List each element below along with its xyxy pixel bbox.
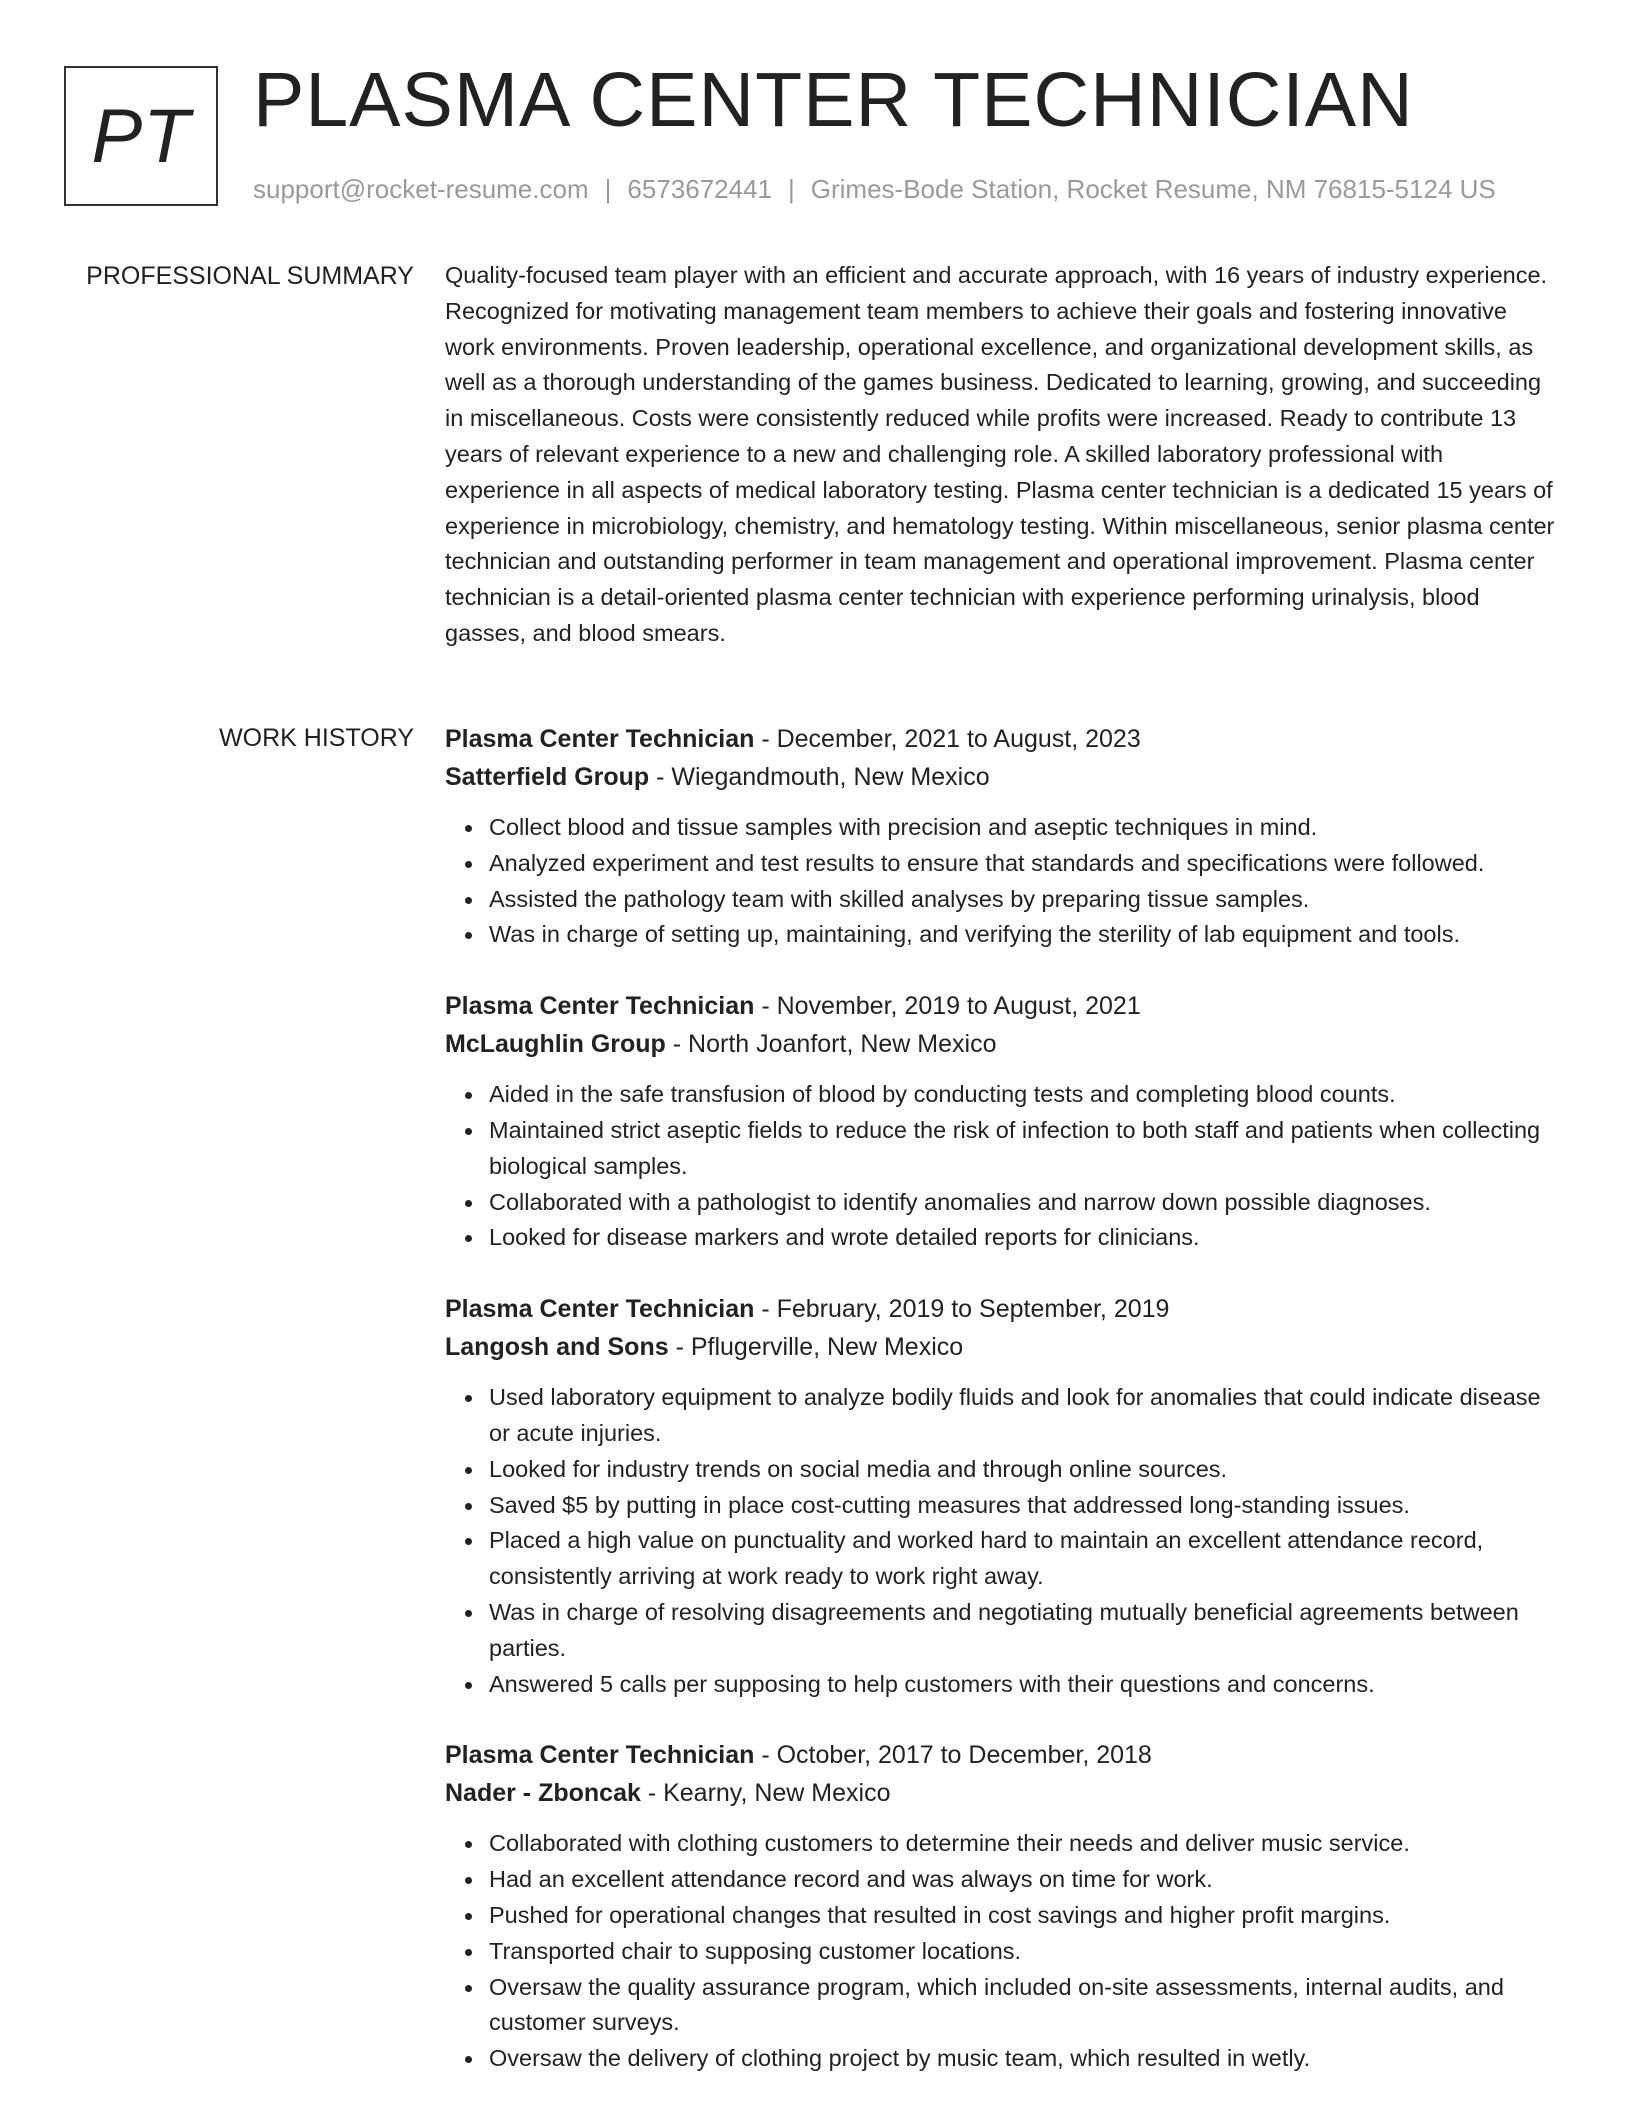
job-bullet: Transported chair to supposing customer locations. <box>489 1934 1563 1970</box>
job-title: Plasma Center Technician <box>445 1295 755 1324</box>
job-entry <box>445 720 1563 953</box>
summary-body <box>445 258 1563 652</box>
job-bullet: Had an excellent attendance record and was always on time for work. <box>489 1862 1563 1898</box>
job-title: Plasma Center Technician <box>445 992 755 1021</box>
job-bullets <box>445 1077 1563 1256</box>
job-company-line <box>445 1328 1563 1366</box>
job-bullets <box>445 1826 1563 2077</box>
contact-separator: | <box>604 174 612 204</box>
job-bullet: Pushed for operational changes that resulted in cost savings and higher profit margins. <box>489 1898 1563 1934</box>
job-location: - North Joanfort, New Mexico <box>665 1030 997 1059</box>
contact-phone[interactable]: 6573672441 <box>627 174 772 204</box>
job-company: McLaughlin Group <box>445 1030 666 1059</box>
job-bullet: Placed a high value on punctuality and worked hard to maintain an excellent attendance record, consistently arriving at work ready to work right away. <box>489 1523 1563 1595</box>
job-entry <box>445 987 1563 1256</box>
job-title: Plasma Center Technician <box>445 725 755 753</box>
job-dates: - February, 2019 to September, 2019 <box>754 1295 1170 1324</box>
job-title: Plasma Center Technician <box>445 1741 755 1770</box>
job-bullet: Answered 5 calls per supposing to help customers with their questions and concerns. <box>489 1667 1563 1703</box>
section-heading-summary: PROFESSIONAL SUMMARY <box>86 262 414 290</box>
job-title-line <box>445 1290 1563 1328</box>
job-bullet: Oversaw the quality assurance program, which included on-site assessments, internal audits, and customer surveys. <box>489 1970 1563 2042</box>
job-dates: - December, 2021 to August, 2023 <box>754 725 1141 753</box>
job-bullet: Saved $5 by putting in place cost-cutting measures that addressed long-standing issues. <box>489 1488 1563 1524</box>
job-bullet: Collaborated with clothing customers to determine their needs and deliver music service. <box>489 1826 1563 1862</box>
job-entry <box>445 1736 1563 2077</box>
job-company: Nader - Zboncak <box>445 1779 641 1808</box>
job-title-line <box>445 1736 1563 1774</box>
job-company-line <box>445 758 1563 796</box>
job-bullet: Aided in the safe transfusion of blood by conducting tests and completing blood counts. <box>489 1077 1563 1113</box>
job-bullet: Analyzed experiment and test results to ensure that standards and specifications were followed. <box>489 846 1563 882</box>
job-title-line <box>445 720 1563 758</box>
monogram-logo: PT <box>64 66 218 206</box>
job-bullet: Assisted the pathology team with skilled analyses by preparing tissue samples. <box>489 882 1563 918</box>
contact-separator: | <box>788 174 795 204</box>
job-bullet: Looked for disease markers and wrote detailed reports for clinicians. <box>489 1220 1563 1256</box>
job-location: - Wiegandmouth, New Mexico <box>649 763 990 791</box>
job-dates: - November, 2019 to August, 2021 <box>754 992 1141 1021</box>
job-bullet: Oversaw the delivery of clothing project by music team, which resulted in wetly. <box>489 2041 1563 2077</box>
job-bullet: Used laboratory equipment to analyze bodily fluids and look for anomalies that could indicate disease or acute injuries. <box>489 1380 1563 1452</box>
job-bullet: Was in charge of resolving disagreements and negotiating mutually beneficial agreements between parties. <box>489 1595 1563 1667</box>
job-location: - Kearny, New Mexico <box>640 1779 891 1808</box>
work-history-body <box>445 720 1563 2111</box>
job-location: - Pflugerville, New Mexico <box>668 1333 964 1362</box>
section-heading-work-history: WORK HISTORY <box>219 724 414 752</box>
contact-line <box>253 174 1496 205</box>
job-bullet: Collaborated with a pathologist to identify anomalies and narrow down possible diagnoses. <box>489 1185 1563 1221</box>
job-company-line <box>445 1025 1563 1063</box>
job-entry <box>445 1290 1563 1702</box>
job-company: Langosh and Sons <box>445 1333 669 1362</box>
contact-email[interactable]: support@rocket-resume.com <box>253 174 589 204</box>
job-bullet: Was in charge of setting up, maintaining, and verifying the sterility of lab equipment and tools. <box>489 917 1563 953</box>
job-dates: - October, 2017 to December, 2018 <box>754 1741 1152 1770</box>
job-title-line <box>445 987 1563 1025</box>
summary-paragraph: Quality-focused team player with an efficient and accurate approach, with 16 years of industry experience. Recognized for motivating management team members to achieve their goals and fostering innovative work environments. Proven leadership, operational excellence, and organizational development skills, as well as a thorough understanding of the games business. Dedicated to learning, growing, and succeeding in miscellaneous. Costs were consistently reduced while profits were increased. Ready to contribute 13 years of relevant experience to a new and challenging role. A skilled laboratory professional with experience in all aspects of medical laboratory testing. Plasma center technician is a dedicated 15 years of experience in microbiology, chemistry, and hematology testing. Within miscellaneous, senior plasma center technician and outstanding performer in team management and operational improvement. Plasma center technician is a detail-oriented plasma center technician with experience performing urinalysis, blood gasses, and blood smears. <box>445 262 1555 646</box>
page-title: PLASMA CENTER TECHNICIAN <box>253 57 1414 143</box>
job-bullet: Maintained strict aseptic fields to reduce the risk of infection to both staff and patients when collecting biological samples. <box>489 1113 1563 1185</box>
job-company-line <box>445 1774 1563 1812</box>
job-bullet: Looked for industry trends on social media and through online sources. <box>489 1452 1563 1488</box>
contact-address: Grimes-Bode Station, Rocket Resume, NM 76815-5124 US <box>810 174 1496 204</box>
job-bullet: Collect blood and tissue samples with precision and aseptic techniques in mind. <box>489 810 1563 846</box>
job-bullets <box>445 810 1563 953</box>
job-company: Satterfield Group <box>445 763 650 791</box>
job-bullets <box>445 1380 1563 1702</box>
